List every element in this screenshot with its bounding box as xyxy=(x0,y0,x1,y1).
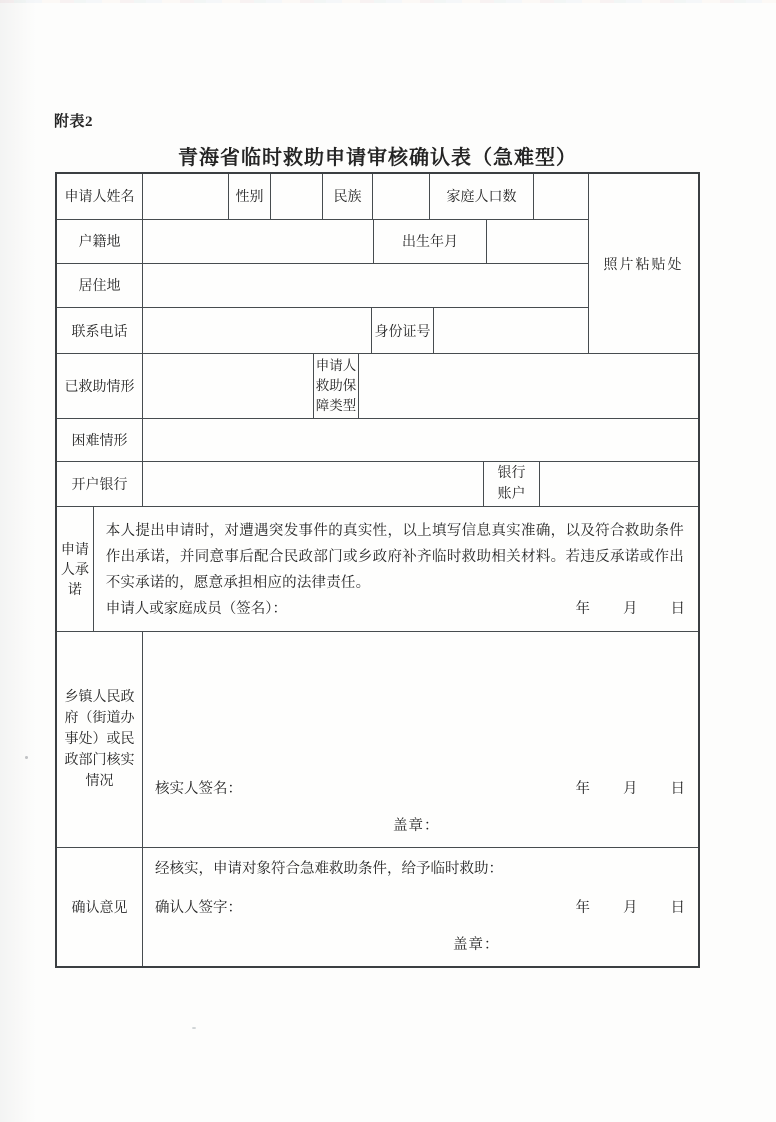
verification-signature-row xyxy=(143,777,698,798)
attachment-tag: 附表2 xyxy=(54,114,94,130)
confirmation-content xyxy=(143,848,698,966)
month-label: 月 xyxy=(623,601,638,617)
confirmation-seal-label: 盖章： xyxy=(453,937,500,953)
confirmation-date-fields xyxy=(576,896,699,917)
row-verification xyxy=(57,632,698,848)
day-label: 日 xyxy=(670,900,685,916)
month-label: 月 xyxy=(623,900,638,916)
row-current-residence xyxy=(57,264,588,309)
year-label: 年 xyxy=(575,781,590,797)
verification-seal-label: 盖章： xyxy=(393,818,440,834)
verification-date-fields xyxy=(576,777,699,798)
pledge-signature-row xyxy=(94,597,698,618)
current-residence-value-cell xyxy=(143,264,588,308)
applicant-name-value-cell xyxy=(143,174,229,219)
bank-account-value-cell xyxy=(540,462,698,506)
gender-label: 性别 xyxy=(229,174,271,219)
id-number-label: 身份证号 xyxy=(372,308,434,353)
scan-speck xyxy=(25,756,28,759)
bank-account-label: 银行账户 xyxy=(484,462,540,506)
bank-name-label: 开户银行 xyxy=(57,462,143,506)
row-bank xyxy=(57,462,698,507)
pledge-signature-label: 申请人或家庭成员（签名）： xyxy=(105,601,287,617)
row-registered-residence xyxy=(57,220,588,264)
contact-phone-label: 联系电话 xyxy=(57,308,143,353)
form-table xyxy=(55,172,700,968)
pledge-text: 本人提出申请时，对遭遇突发事件的真实性，以上填写信息真实准确，以及符合救助条件作出承诺，并同意事后配合民政部门或乡政府补齐临时救助相关材料。若违反承诺或作出不实承诺的，愿意承担相应的法律责任。 xyxy=(105,523,684,591)
applicant-pledge-label: 申请人承诺 xyxy=(57,507,94,631)
form-top-section xyxy=(57,174,698,354)
page-title: 青海省临时救助申请审核确认表（急难型） xyxy=(178,147,577,169)
assistance-received-label: 已救助情形 xyxy=(57,354,143,418)
birth-date-label: 出生年月 xyxy=(374,220,487,263)
id-number-value-cell xyxy=(434,308,588,353)
year-label: 年 xyxy=(575,601,590,617)
confirmation-statement: 经核实，申请对象符合急难救助条件，给予临时救助： xyxy=(155,861,503,877)
difficulty-label: 困难情形 xyxy=(57,419,143,461)
scan-speck xyxy=(192,1027,196,1029)
verification-seal-row xyxy=(143,814,698,835)
pledge-date-fields xyxy=(576,597,699,618)
current-residence-label: 居住地 xyxy=(57,264,143,308)
scan-left-shading xyxy=(0,0,36,1122)
ethnicity-value-cell xyxy=(373,174,430,219)
row-difficulty xyxy=(57,419,698,462)
verification-label: 乡镇人民政府（街道办事处）或民政部门核实情况 xyxy=(57,632,143,847)
applicant-name-label: 申请人姓名 xyxy=(57,174,143,219)
year-label: 年 xyxy=(575,900,590,916)
row-contact xyxy=(57,308,588,353)
row-applicant-basic xyxy=(57,174,588,220)
assistance-type-label: 申请人救助保障类型 xyxy=(314,354,359,418)
day-label: 日 xyxy=(670,781,685,797)
confirmation-seal-row xyxy=(143,933,698,954)
verification-content xyxy=(143,632,698,847)
form-top-left-grid xyxy=(57,174,588,353)
row-confirmation xyxy=(57,848,698,966)
bank-name-value-cell xyxy=(143,462,484,506)
verification-signature-label: 核实人签名： xyxy=(155,781,242,797)
birth-date-value-cell xyxy=(487,220,588,263)
ethnicity-label: 民族 xyxy=(323,174,373,219)
confirmation-signature-row xyxy=(143,896,698,917)
registered-residence-value-cell xyxy=(143,220,374,263)
applicant-pledge-content xyxy=(94,507,698,631)
row-assistance-received xyxy=(57,354,698,419)
family-size-value-cell xyxy=(534,174,588,219)
confirmation-label: 确认意见 xyxy=(57,848,143,966)
contact-phone-value-cell xyxy=(143,308,372,353)
month-label: 月 xyxy=(623,781,638,797)
difficulty-value-cell xyxy=(143,419,698,461)
registered-residence-label: 户籍地 xyxy=(57,220,143,263)
gender-value-cell xyxy=(271,174,323,219)
confirmation-signature-label: 确认人签字： xyxy=(155,900,242,916)
row-applicant-pledge xyxy=(57,507,698,632)
family-size-label: 家庭人口数 xyxy=(430,174,534,219)
scan-edge-artifact xyxy=(0,0,776,3)
assistance-received-value-cell xyxy=(143,354,314,418)
photo-paste-area: 照片粘贴处 xyxy=(588,174,698,353)
day-label: 日 xyxy=(670,601,685,617)
assistance-type-value-cell xyxy=(359,354,698,418)
